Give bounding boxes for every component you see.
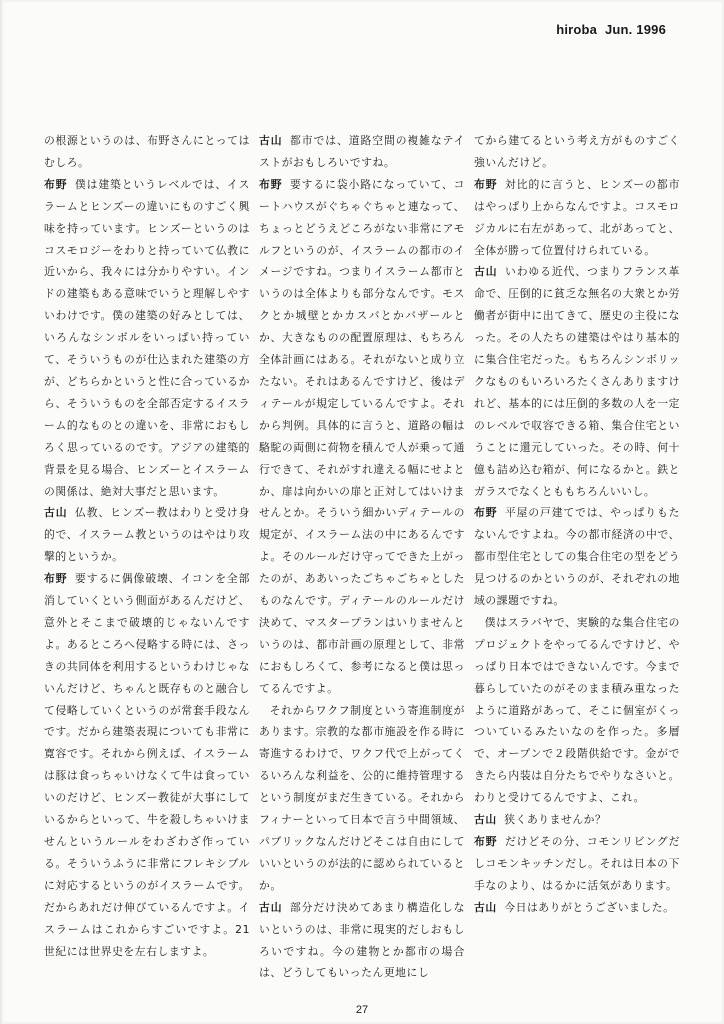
- issue-date: Jun. 1996: [604, 22, 666, 37]
- paragraph: [259, 174, 465, 700]
- speaker-name: 古山: [474, 900, 497, 914]
- text-column-1: [44, 130, 250, 980]
- speaker-name: 布野: [44, 177, 68, 191]
- paragraph: [474, 174, 680, 262]
- paragraph: [44, 568, 250, 962]
- speaker-name: 古山: [44, 506, 68, 520]
- paragraph-text: 対比的に言うと、ヒンズーの都市はやっぱり上からなんですよ。コスモロジカルに右左があって、北があってと、全体が勝って位置付けられている。: [474, 177, 680, 257]
- paragraph: [474, 261, 680, 502]
- paragraph: [259, 130, 465, 174]
- paragraph-text: 今日はありがとうございました。: [504, 900, 675, 914]
- text-column-2: [259, 130, 465, 980]
- paragraph: [44, 502, 250, 568]
- paragraph: [474, 502, 680, 612]
- paragraph: [474, 831, 680, 897]
- speaker-name: 古山: [259, 134, 283, 147]
- paragraph-text: てから建てるという考え方がものすごく強いんだけど。: [474, 134, 680, 169]
- paragraph-text: 僕は建築というレベルでは、イスラームとヒンズーの違いにものすごく興味を持っています。ヒンズーというのはコスモロジーをわりと持っていて仏教に近いから、我々には分かりやすい。インドの建築もある意味でいうと理解しやすいわけです。僕の建築の好みとしては、いろんなシンボルをいっぱい持っていて、そういうものが仕込まれた建築の方が、どちらかというと性に合っているから、そういうものを全部否定するイスラーム的なものとの違いを、非常におもしろく思っているのです。アジアの建築的背景を見る場合、ヒンズーとイスラームの関係は、絶対大事だと思います。: [44, 177, 250, 498]
- paragraph: [474, 897, 680, 919]
- paragraph-text: 要するに偶像破壊、イコンを全部消していくという側面があるんだけど、意外とそこまで破壊的じゃないんですよ。あるところへ侵略する時には、さっきの共同体を利用するというわけじゃないんだけど、ちゃんと既存ものと融合して侵略していくというのが常套手段なんです。だから建築表現についても非常に寛容です。それから例えば、イスラームは豚は食っちゃいけなくて牛は食っていいのだけど、ヒンズー教徒が大事にしているからといって、牛を殺しちゃいけませんというルールをわざわざ作っている。そういうふうに非常にフレキシブルに対応するというのがイスラームです。だからあれだけ伸びているんですよ。イスラームはこれからすごいですよ。21世紀には世界史を左右しますよ。: [44, 572, 250, 958]
- article-columns: [44, 130, 680, 980]
- paragraph: [474, 130, 680, 174]
- paragraph-text: 都市では、道路空間の複雑なテイストがおもしろいですね。: [259, 134, 465, 169]
- paragraph-text: いわゆる近代、つまりフランス革命で、圧倒的に貧乏な無名の大衆とか労働者が街中に出てきて、歴史の主役になった。その人たちの建築はやはり基本的に集合住宅だった。もちろんシンボリックなものもいろいろたくさんありますけれど、基本的には圧倒的多数の人を一定のレベルで収容できる箱、集合住宅ということに還元していった。その時、何十億も詰め込む箱が、何になるかと。鉄とガラスでなくとももちろんいいし。: [474, 265, 680, 498]
- page-number: 27: [355, 1004, 369, 1016]
- paragraph-text: だけどその分、コモンリビングだしコモンキッチンだし。それは日本の下手なのより、はるかに活気があります。: [474, 835, 680, 892]
- speaker-name: 古山: [474, 265, 498, 279]
- paragraph-text: 僕はスラバヤで、実験的な集合住宅のプロジェクトをやってるんですけど、やっぱり日本ではできないんです。今まで暮らしていたのがそのまま積み重なったように道路があって、そこに個室がくっついているみたいなのを作った。多層で、オープンで２段階供給です。金ができたら内装は自分たちでやりなさいと。わりと受けてるんですよ、これ。: [474, 615, 680, 805]
- paragraph-text: 狭くありませんか？: [504, 813, 607, 827]
- paragraph: [259, 700, 465, 897]
- speaker-name: 布野: [474, 835, 498, 848]
- paragraph-text: 要するに袋小路になっていて、コートハウスがぐちゃぐちゃと連なって、ちょっとどうえどころがない非常にアモルフというのが、イスラームの都市のイメージですね。つまりイスラーム都市というのは全体よりも部分なんです。モスクとか城壁とかカスバとかバザールとか、大きなものの配置原理は、もちろん全体計画にはある。それがないと成り立たない。それはあるんですけど、後はディテールが規定しているんですよ。それから判例。具体的に言うと、道路の幅は駱駝の両側に荷物を積んで人が乗って通行できて、それがすれ違える幅にせよとか、扉は向かいの扉と正対してはいけませんとか。そういう細かいディテールの規定が、イスラーム法の中にあるんですよ。そのルールだけ守ってできた上がったのが、ああいったごちゃごちゃとしたものなんです。ディテールのルールだけ決めて、マスタープランはいりませんというのは、都市計画の原理として、非常におもしろくて、参考になると僕は思ってるんですよ。: [259, 177, 465, 695]
- speaker-name: 布野: [474, 506, 498, 520]
- paragraph-text: 平屋の戸建てでは、やっぱりもたないんですよね。今の都市経済の中で、都市型住宅としての集合住宅の型をどう見つけるのかというのが、それぞれの地域の課題ですね。: [474, 506, 680, 608]
- speaker-name: 布野: [259, 177, 283, 191]
- paragraph: [474, 809, 680, 831]
- paragraph: [44, 130, 250, 174]
- paragraph-text: それからワクフ制度という寄進制度があります。宗教的な都市施設を作る時に寄進するわけで、ワクフ代で上がってくるいろんな利益を、公的に維持管理するという制度がまだ生きている。それからフィナーといって日本で言う中間領域、パブリックなんだけどそこは自由にしていいというのが法的に認められているとか。: [259, 703, 465, 892]
- speaker-name: 古山: [259, 900, 283, 914]
- running-header: [552, 22, 666, 37]
- paragraph-text: 部分だけ決めてあまり構造化しないというのは、非常に現実的だしおもしろいですね。今の建物とか都市の場合は、どうしてもいったん更地にし: [259, 900, 465, 980]
- paragraph: [44, 174, 250, 503]
- paragraph: [259, 897, 465, 980]
- paragraph: [474, 612, 680, 809]
- paragraph-text: の根源というのは、布野さんにとってはむしろ。: [44, 134, 250, 169]
- magazine-name: hiroba: [556, 22, 598, 37]
- speaker-name: 古山: [474, 813, 497, 827]
- speaker-name: 布野: [474, 177, 498, 191]
- page-edge-shadow: [0, 0, 4, 1024]
- speaker-name: 布野: [44, 572, 68, 586]
- paragraph-text: 仏教、ヒンズー教はわりと受け身的で、イスラーム教というのはやはり攻撃的というか。: [44, 506, 250, 564]
- text-column-3: [474, 130, 680, 980]
